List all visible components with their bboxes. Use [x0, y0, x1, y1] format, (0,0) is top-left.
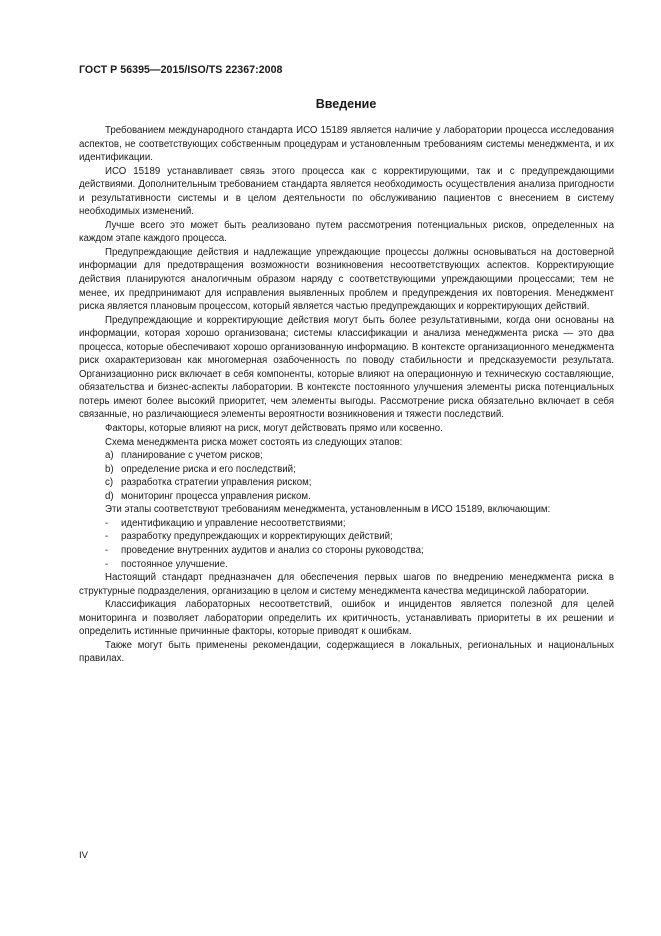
list-item — [79, 558, 614, 572]
list-marker: d) — [105, 490, 114, 502]
list-marker: - — [105, 531, 109, 543]
paragraph: Схема менеджмента риска может состоять из следующих этапов: — [105, 436, 403, 448]
list-marker: a) — [105, 450, 114, 462]
body-text — [79, 124, 614, 666]
list-marker: - — [105, 544, 109, 556]
page-number: IV — [79, 850, 88, 861]
list-marker: b) — [105, 463, 114, 475]
list-item — [79, 476, 614, 490]
paragraph: Настоящий стандарт предназначен для обеспечения первых шагов по внедрению менеджмента риска в структурные подразделения, организацию в целом и систему менеджмента качества медицинской лаборатории. — [79, 572, 614, 597]
list-item — [79, 530, 614, 544]
list-marker: - — [105, 558, 109, 570]
paragraph: Предупреждающие и корректирующие действия могут быть более результативными, когда они основаны на информации, которая хорошо организована; системы классификации и анализа менеджмента риска — это два процесса, которые обеспечивают хорошо организованную информацию. В контексте организационного менеджмента риск охарактеризован как многомерная озабоченность по поводу стабильности и предсказуемости результата. Организационно риск включает в себя компоненты, которые влияют на операционную и техническую составляющие, обязательства и бизнес-аспекты лаборатории. В контексте постоянного улучшения элементы риска потенциальных потерь имеют более высокий приоритет, чем элементы выгоды. Рассмотрение риска обязательно включает в себя связанные, но различающиеся элементы вероятности возникновения и тяжести последствий. — [79, 314, 614, 421]
list-item-text: планирование с учетом рисков; — [121, 450, 263, 462]
paragraph: Эти этапы соответствуют требованиям менеджмента, установленным в ИСО 15189, включающим: — [105, 504, 551, 516]
list-item — [79, 490, 614, 504]
list-item-text: проведение внутренних аудитов и анализ со стороны руководства; — [121, 544, 424, 556]
paragraph: Классификация лабораторных несоответствий, ошибок и инцидентов является полезной для целей мониторинга и позволяет лаборатории определить их критичность, устанавливать приоритеты в их решении и определить истинные причинные факторы, которые приводят к ошибкам. — [79, 599, 614, 638]
list-marker: c) — [105, 477, 114, 489]
list-marker: - — [105, 517, 109, 529]
document-header: ГОСТ Р 56395—2015/ISO/TS 22367:2008 — [79, 64, 283, 76]
paragraph: Лучше всего это может быть реализовано путем рассмотрения потенциальных рисков, определенных на каждом этапе каждого процесса. — [79, 219, 614, 245]
list-item-text: идентификацию и управление несоответствиями; — [121, 517, 346, 529]
list-item — [79, 463, 614, 477]
paragraph: ИСО 15189 устанавливает связь этого процесса как с корректирующими, так и с предупреждающими действиями. Дополнительным требованием стандарта является необходимость осуществления анализа пригодности и результативности системы и в целом деятельности по обслуживанию пациентов с внесением в систему необходимых изменений. — [79, 165, 614, 218]
list-item-text: разработка стратегии управления риском; — [121, 477, 312, 489]
list-item — [79, 544, 614, 558]
paragraph: Требованием международного стандарта ИСО 15189 является наличие у лаборатории процесса исследования аспектов, не соответствующих собственным процедурам и установленным требованиям системы менеджмента, и их идентификации. — [79, 125, 614, 164]
section-title: Введение — [315, 97, 377, 111]
list-item — [79, 517, 614, 531]
list-item-text: мониторинг процесса управления риском. — [121, 490, 311, 502]
list-item-text: определение риска и его последствий; — [121, 463, 296, 475]
list-item — [79, 449, 614, 463]
paragraph: Факторы, которые влияют на риск, могут действовать прямо или косвенно. — [105, 423, 443, 435]
list-item-text: разработку предупреждающих и корректирующих действий; — [121, 531, 393, 543]
paragraph: Также могут быть применены рекомендации, содержащиеся в локальных, региональных и национальных правилах. — [79, 639, 614, 665]
paragraph: Предупреждающие действия и надлежащие упреждающие процессы должны основываться на достоверной информации для предотвращения возможности возникновения несоответствующих аспектов. Корректирующие действия планируются аналогичным образом наряду с соответствующими упреждающими процессами; тем не менее, их предпринимают для исправления выявленных проблем и предупреждения их повторения. Менеджмент риска является плановым процессом, который является частью предупреждающих и корректирующих действий. — [79, 246, 614, 313]
list-item-text: постоянное улучшение. — [121, 558, 228, 570]
